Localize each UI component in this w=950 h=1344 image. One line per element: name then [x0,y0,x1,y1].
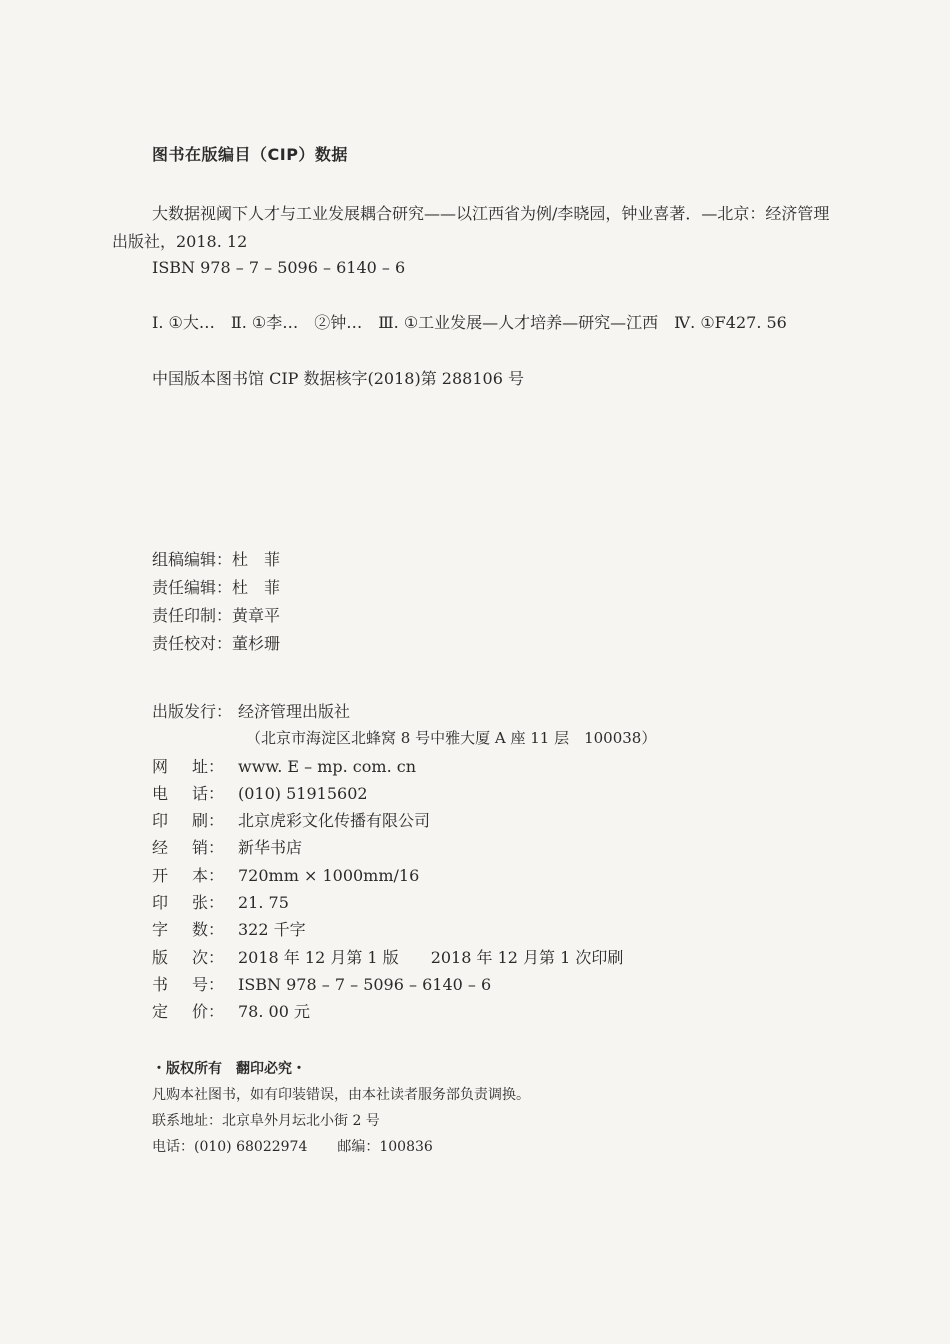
credit-label: 责任印制： [152,606,233,625]
contact-line [152,1134,530,1160]
pub-label-char: 网 [152,756,169,776]
credit-row [152,602,280,630]
credit-row [152,546,280,574]
pub-label-char: 印 [152,811,169,831]
pub-label-char: 销： [191,838,224,858]
pub-label [152,780,238,807]
pub-label-char: 次： [191,947,224,967]
pub-row [152,944,656,971]
pub-label [152,998,238,1025]
pub-label [152,834,238,861]
classification-line: Ⅰ. ①大… Ⅱ. ①李… ②钟… Ⅲ. ①工业发展—人才培养—研究—江西 Ⅳ. ①F427. 56 [152,313,787,332]
pub-row [152,998,656,1025]
pub-label-char: 书 [152,974,169,994]
pub-label-char: 字 [152,920,169,940]
cip-heading: 图书在版编目（CIP）数据 [152,145,348,164]
pub-label [152,862,238,889]
pub-label-char: 开 [152,865,169,885]
isbn-value: ISBN 978 – 7 – 5096 – 6140 – 6 [238,974,492,994]
printer-value: 北京虎彩文化传播有限公司 [238,811,431,831]
pub-label [152,807,238,834]
pub-row [152,862,656,889]
credit-value: 董杉珊 [232,634,281,653]
publisher-address: （北京市海淀区北蜂窝 8 号中雅大厦 A 座 11 层 100038） [246,729,657,748]
pub-label-char: 址： [191,756,224,776]
pub-row [152,780,656,807]
pub-label [152,916,238,943]
credit-label: 责任校对： [152,634,233,653]
credit-value: 黄章平 [232,606,281,625]
pub-row [152,834,656,861]
credit-value: 杜 菲 [232,578,281,597]
sheets-value: 21. 75 [238,893,289,913]
pub-row [152,971,656,998]
contact-postcode: 邮编：100836 [337,1139,433,1155]
pub-row [152,889,656,916]
pub-label-char: 刷： [191,811,224,831]
phone-value: (010) 51915602 [238,783,368,803]
credit-label: 责任编辑： [152,578,233,597]
pub-label-char: 张： [191,893,224,913]
publisher-value: 经济管理出版社 [238,702,351,721]
contact-address: 联系地址：北京阜外月坛北小街 2 号 [152,1113,380,1129]
pub-row [152,807,656,834]
pub-label-char: 话： [191,783,224,803]
pub-label [152,753,238,780]
pub-label-char: 定 [152,1002,169,1022]
editor-credits [152,546,280,658]
pub-row [152,753,656,780]
word-count-value: 322 千字 [238,920,306,940]
pub-label-char: 本： [191,865,224,885]
format-value: 720mm × 1000mm/16 [238,865,420,885]
pub-label-char: 印 [152,893,169,913]
publication-details [152,698,656,1026]
pub-label [152,889,238,916]
copyright-notice [152,1056,530,1160]
pub-label-char: 数： [191,920,224,940]
publisher-row [152,698,656,725]
pub-label-char: 号： [191,974,224,994]
edition-value: 2018 年 12 月第 1 版 2018 年 12 月第 1 次印刷 [238,947,624,967]
cip-number-line: 中国版本图书馆 CIP 数据核字(2018)第 288106 号 [152,369,524,388]
pub-label-char: 经 [152,838,169,858]
isbn-line: ISBN 978 – 7 – 5096 – 6140 – 6 [152,258,406,277]
cip-entry: 大数据视阈下人才与工业发展耦合研究——以江西省为例/李晓园，钟业喜著．—北京：经济管理出版社，2018. 12 [112,204,830,251]
website-value: www. E – mp. com. cn [238,756,416,776]
contact-phone: 电话：(010) 68022974 [152,1139,308,1155]
copyright-text: 凡购本社图书，如有印装错误，由本社读者服务部负责调换。 [152,1087,530,1103]
pub-row [152,916,656,943]
publisher-label: 出版发行： [152,702,233,721]
copyright-title: ・版权所有 翻印必究・ [152,1061,306,1077]
credit-row [152,574,280,602]
pub-label-char: 电 [152,783,169,803]
credit-row [152,630,280,658]
distributor-value: 新华书店 [238,838,303,858]
pub-label [152,944,238,971]
price-value: 78. 00 元 [238,1002,310,1022]
pub-label-char: 版 [152,947,169,967]
pub-label-char: 价： [191,1002,224,1022]
credit-value: 杜 菲 [232,550,281,569]
credit-label: 组稿编辑： [152,550,233,569]
pub-label [152,971,238,998]
